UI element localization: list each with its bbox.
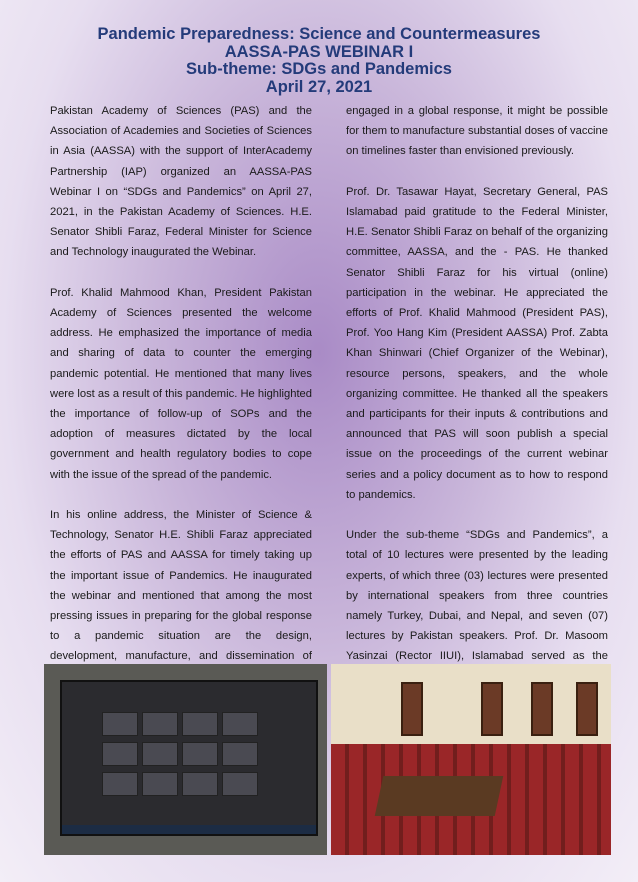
projector-screen [60, 680, 318, 836]
conference-hall-photo [331, 664, 611, 855]
hall-wall [331, 664, 611, 744]
event-date: April 27, 2021 [265, 77, 373, 96]
paragraph-gratitude: Prof. Dr. Tasawar Hayat, Secretary General, PAS Islamabad paid gratitude to the Federal Minister, H.E. Senator Shibli Faraz on behalf of the organizing committee, AASSA, and the - PAS. He thanked Senator Shibli Faraz for his virtual (online) participation in the webinar. He appreciated the efforts of Prof. Khalid Mahmood (President PAS), Prof. Yoo Hang Kim (President AASSA) Prof. Zabta Khan Shinwari (Chief Organizer of the Webinar), resource persons, speakers, and the whole organizing committee. He thanked all the speakers and participants for their inputs & contributions and announced that PAS will soon publish a special issue on the proceedings of the current webinar series and a policy document as to how to respond to pandemics. [346, 185, 608, 501]
paragraph-welcome: Prof. Khalid Mahmood Khan, President Pakistan Academy of Sciences presented the welcome address. He emphasized the importance of media and sharing of data to counter the emerging pandemic potential. He mentioned that many lives were lost as a result of this pandemic. He highlighted the importance of follow-up of SOPs and the adoption of measures dictated by the local government and health regulatory bodies to cope with the issue of the spread of the pandemic. [50, 286, 312, 481]
sub-theme: Sub-theme: SDGs and Pandemics [186, 60, 452, 78]
page-header [0, 26, 638, 96]
paragraph-intro: Pakistan Academy of Sciences (PAS) and the Association of Academies and Societies of Sciences in Asia (AASSA) with the support of InterAcademy Partnership (IAP) organized an AASSA-PAS Webinar I on “SDGs and Pandemics” on April 27, 2021, in the Pakistan Academy of Sciences. H.E. Senator Shibli Faraz, Federal Minister for Science and Technology inaugurated the Webinar. [50, 105, 312, 259]
webinar-screen-photo [44, 664, 327, 855]
event-title: Pandemic Preparedness: Science and Countermeasures [97, 25, 541, 43]
paragraph-lectures: Under the sub-theme “SDGs and Pandemics”, a total of 10 lectures were presented by the leading experts, of which three (03) lectures were presented by international speakers from three countries namely Turkey, Dubai, and Nepal, and seven (07) lectures by Pakistan speakers. Prof. Dr. Masoom Yasinzai (Rector IIUI), Islamabad served as the [346, 529, 608, 663]
paragraph-minister-cont: engaged in a global response, it might be possible for them to manufacture substantial doses of vaccine on timelines faster than envisioned previously. [346, 105, 608, 158]
right-column [346, 101, 608, 707]
paragraph-minister: In his online address, the Minister of Science & Technology, Senator H.E. Shibli Faraz appreciated the efforts of PAS and AASSA for timely taking up the important issue of Pandemics. He inaugurated the webinar and mentioned that among the most pressing issues in preparing for the global response to a pandemic situation are the design, development, manufacture, and dissemination of [50, 509, 312, 663]
conference-table [375, 776, 504, 816]
left-column [50, 101, 312, 727]
webinar-name: AASSA-PAS WEBINAR I [224, 42, 414, 61]
taskbar [62, 825, 316, 834]
